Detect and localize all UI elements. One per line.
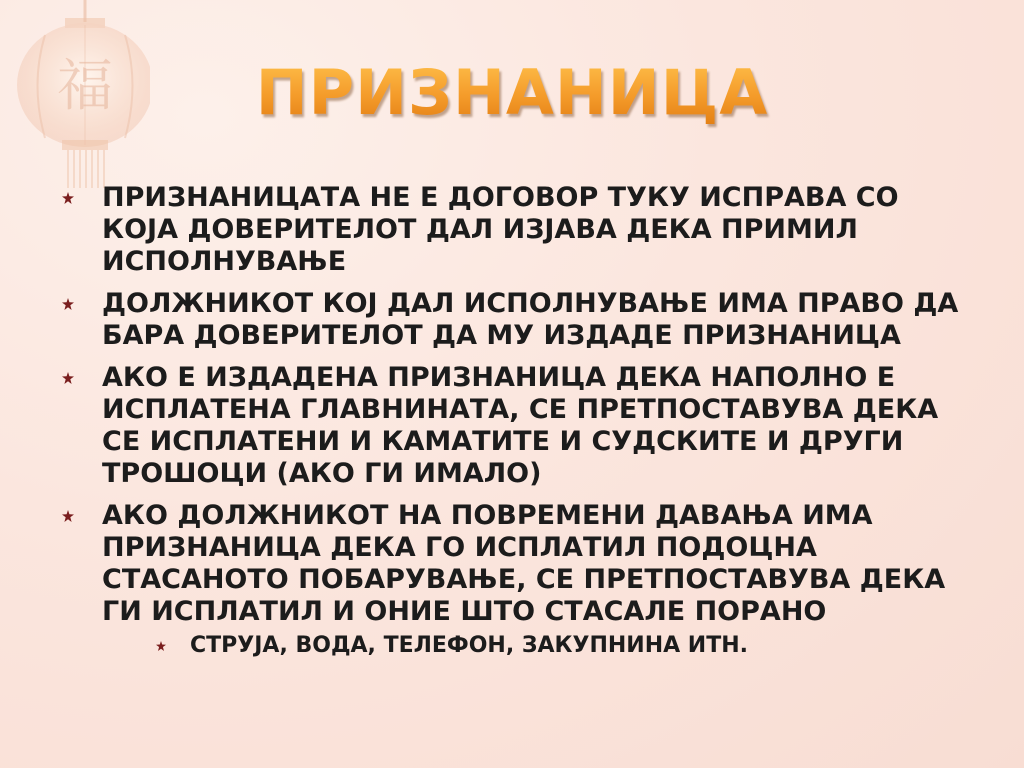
list-item bbox=[60, 182, 960, 278]
list-item bbox=[60, 362, 960, 490]
sub-bullet-text: СТРУЈА, ВОДА, ТЕЛЕФОН, ЗАКУПНИНА ИТН. bbox=[190, 633, 748, 658]
bullet-text: АКО ДОЛЖНИКОТ НА ПОВРЕМЕНИ ДАВАЊА ИМА ПРИЗНАНИЦА ДЕКА ГО ИСПЛАТИЛ ПОДОЦНА СТАСАНОТО ПОБАРУВАЊЕ, СЕ ПРЕТПОСТАВУВА ДЕКА ГИ ИСПЛАТИЛ И ОНИЕ ШТО СТАСАЛЕ ПОРАНО bbox=[102, 500, 946, 627]
sub-list-item bbox=[102, 632, 960, 660]
star-flower-bullet-icon bbox=[156, 641, 166, 651]
bullet-list bbox=[60, 182, 960, 670]
bullet-text: АКО Е ИЗДАДЕНА ПРИЗНАНИЦА ДЕКА НАПОЛНО Е ИСПЛАТЕНА ГЛАВНИНАТА, СЕ ПРЕТПОСТАВУВА ДЕКА СЕ ИСПЛАТЕНИ И КАМАТИТЕ И СУДСКИТЕ И ДРУГИ ТРОШОЦИ (АКО ГИ ИМАЛО) bbox=[102, 362, 939, 489]
list-item bbox=[60, 288, 960, 352]
star-flower-bullet-icon bbox=[62, 510, 74, 522]
slide-title: ПРИЗНАНИЦА bbox=[0, 56, 1024, 129]
star-flower-bullet-icon bbox=[62, 298, 74, 310]
list-item bbox=[60, 500, 960, 660]
bullet-text: ДОЛЖНИКОТ КОЈ ДАЛ ИСПОЛНУВАЊЕ ИМА ПРАВО ДА БАРА ДОВЕРИТЕЛОТ ДА МУ ИЗДАДЕ ПРИЗНАНИЦА bbox=[102, 288, 959, 351]
bullet-text: ПРИЗНАНИЦАТА НЕ Е ДОГОВОР ТУКУ ИСПРАВА СО КОЈА ДОВЕРИТЕЛОТ ДАЛ ИЗЈАВА ДЕКА ПРИМИЛ ИСПОЛНУВАЊЕ bbox=[102, 182, 899, 277]
star-flower-bullet-icon bbox=[62, 372, 74, 384]
star-flower-bullet-icon bbox=[62, 192, 74, 204]
